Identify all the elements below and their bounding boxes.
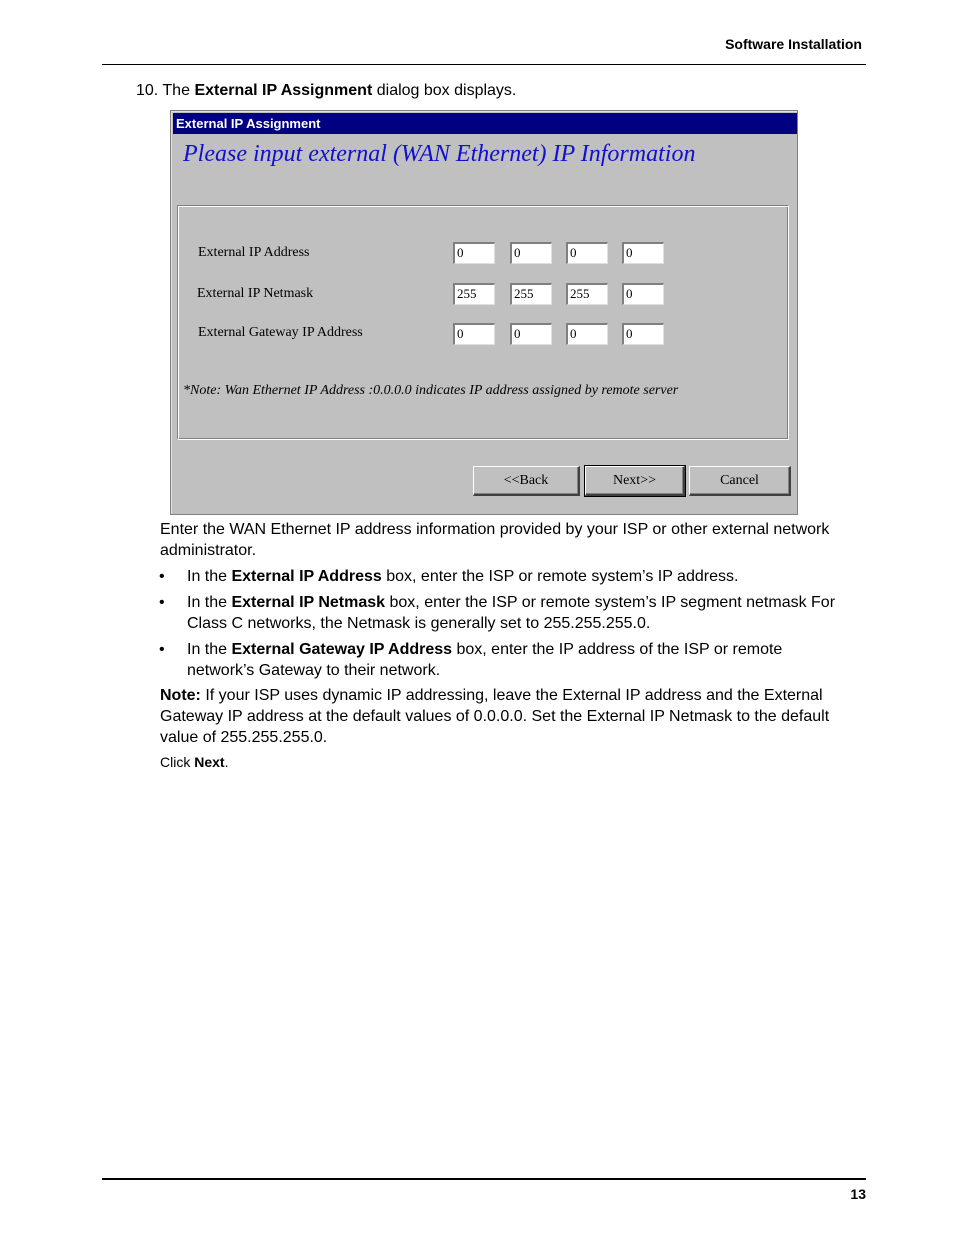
footer-rule [102, 1178, 866, 1180]
bullet-term: External IP Address [231, 568, 382, 585]
click-next-instruction [160, 752, 228, 773]
external-ip-octet-4[interactable]: 0 [622, 242, 664, 264]
bullet-text: box, enter the IP address of the ISP or remote network’s Gateway to their network. [187, 641, 783, 679]
external-ip-address-label: External IP Address [198, 245, 310, 260]
back-button[interactable]: <<Back [473, 466, 580, 496]
click-prefix: Click [160, 754, 191, 770]
dialog-titlebar: External IP Assignment [173, 113, 797, 134]
step-instruction [136, 82, 516, 100]
bullet-prefix: In the [187, 594, 228, 611]
bullet-text: box, enter the ISP or remote system’s IP segment netmask For Class C networks, the Netmask is generally set to 255.255.255.0. [187, 594, 836, 632]
note-paragraph [160, 685, 870, 748]
page-number: 13 [850, 1186, 866, 1202]
external-ip-netmask-label: External IP Netmask [197, 286, 314, 301]
gateway-octet-3[interactable]: 0 [566, 323, 608, 345]
intro-paragraph: Enter the WAN Ethernet IP address information provided by your ISP or other external network administrator. [160, 521, 830, 559]
bullet-marker: • [159, 594, 165, 611]
external-ip-octet-2[interactable]: 0 [510, 242, 552, 264]
bullet-external-gateway-ip [159, 639, 847, 681]
external-ip-dialog [170, 110, 798, 515]
bullet-prefix: In the [187, 568, 228, 585]
bullet-prefix: In the [187, 641, 228, 658]
note-text: If your ISP uses dynamic IP addressing, leave the External IP address and the External Gateway IP address at the default values of 0.0.0.0. Set the External IP Netmask to the default value of 255.255.255.0. [160, 687, 830, 746]
netmask-octet-4[interactable]: 0 [622, 283, 664, 305]
gateway-octet-2[interactable]: 0 [510, 323, 552, 345]
bullet-text: box, enter the ISP or remote system’s IP address. [386, 568, 739, 585]
step-number: 10. [136, 82, 159, 99]
click-target: Next [194, 754, 225, 770]
next-button[interactable]: Next>> [585, 466, 685, 496]
gateway-octet-4[interactable]: 0 [622, 323, 664, 345]
step-dialog-name: External IP Assignment [194, 82, 373, 99]
external-ip-octet-3[interactable]: 0 [566, 242, 608, 264]
external-gateway-ip-label: External Gateway IP Address [198, 325, 363, 340]
external-ip-octet-1[interactable]: 0 [453, 242, 495, 264]
bullet-external-ip-netmask [159, 592, 867, 634]
netmask-octet-1[interactable]: 255 [453, 283, 495, 305]
step-suffix: dialog box displays. [376, 82, 517, 99]
ip-settings-group [177, 205, 789, 440]
netmask-octet-2[interactable]: 255 [510, 283, 552, 305]
note-label: Note: [160, 687, 201, 704]
bullet-external-ip-address [159, 566, 867, 587]
header-rule [102, 64, 866, 65]
bullet-marker: • [159, 641, 165, 658]
step-prefix: The [162, 82, 190, 99]
bullet-term: External Gateway IP Address [231, 641, 453, 658]
click-suffix: . [224, 754, 229, 770]
cancel-button[interactable]: Cancel [689, 466, 791, 496]
bullet-marker: • [159, 568, 165, 585]
page-header-title: Software Installation [725, 36, 862, 52]
bullet-term: External IP Netmask [231, 594, 386, 611]
dialog-note: *Note: Wan Ethernet IP Address :0.0.0.0 indicates IP address assigned by remote server [183, 383, 679, 398]
gateway-octet-1[interactable]: 0 [453, 323, 495, 345]
dialog-heading: Please input external (WAN Ethernet) IP Information [183, 141, 696, 167]
netmask-octet-3[interactable]: 255 [566, 283, 608, 305]
